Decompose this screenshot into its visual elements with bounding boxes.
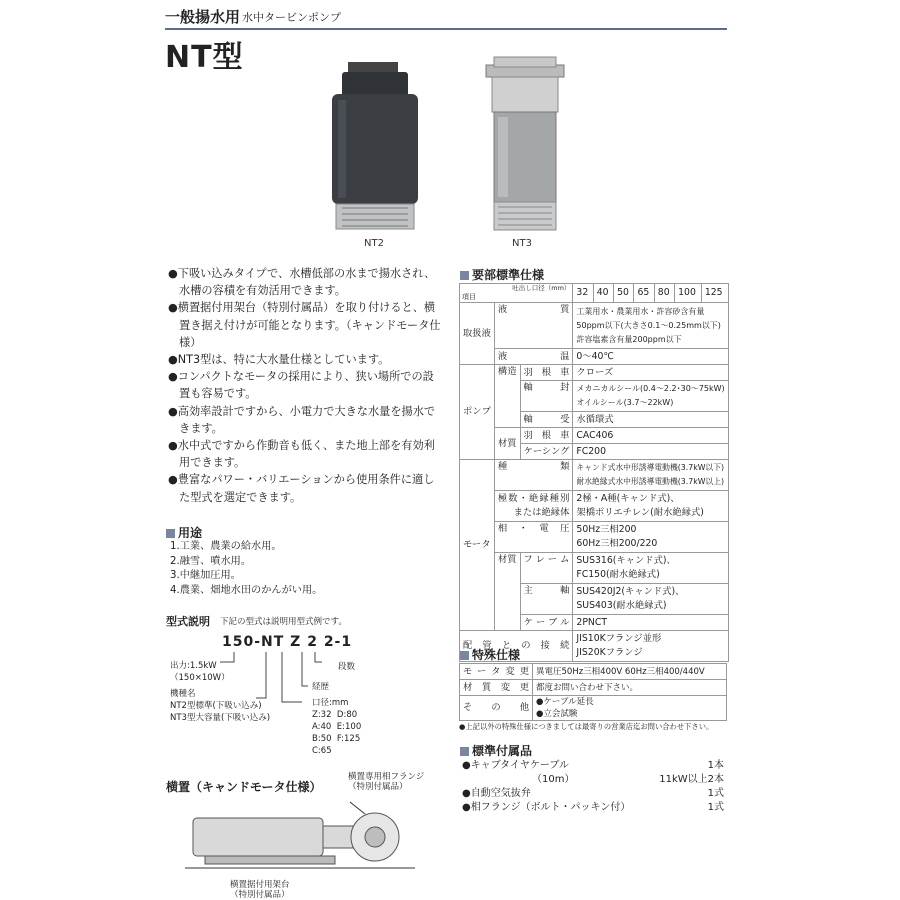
spec-title: 要部標準仕様 [460, 266, 544, 283]
usage-item: 4.農業、畑地水田のかんがい用。 [170, 584, 323, 596]
horizontal-install-drawing [185, 790, 415, 880]
feature-item: ●高効率設計ですから、小電力で大きな水量を揚水できます。 [168, 404, 436, 435]
feature-item: ●豊富なパワー・バリエーションから使用条件に適した型式を選定できます。 [168, 473, 435, 504]
accessory-row: ●キャブタイヤケーブル 1本 [462, 760, 724, 771]
model-explain-note: 下記の型式は説明用型式例です。 [220, 617, 347, 627]
feature-list [168, 265, 443, 506]
feature-item: ●下吸い込みタイプで、水槽低部の水まで揚水され、水槽の容積を有効活用できます。 [168, 267, 436, 298]
spec-table: 吐出し口径（mm） 項目 32 40 50 65 80 100 125 取扱液 液質 工業用水・農業用水・許容砂含有量 50ppm以下(大きさ0.1～0.25mm以下) 許容塩素含有量200ppm以下 液温 0～40℃ ポンプ 構造 羽根車 クローズ 軸封 メカニカルシール(0.4～2.2･30～75kW) オイルシール(3.7～22kW) 軸受 水循環式 材質 羽根車 CAC406 ケーシング FC200 モータ 種類 キャンド式水中形誘導電動機(3.7kW以下) 耐水絶縁式水中形誘導電動機(3.7kW以上) 極数・絶縁種別 または絶縁体 2極・A種(キャンド式)、 架橋ポリエチレン(耐水絶縁式) 相・電圧 50Hz三相200 60Hz三相200/220 材質 フレーム SUS316(キャンド式)、 FC150(耐水絶縁式) 主軸 SUS420J2(キャンド式)、 SUS403(耐水絶縁式) ケーブル 2PNCT 配管との接続 JIS10Kフランジ並形 JIS20Kフランジ [459, 283, 729, 662]
model-output: 出力:1.5kW （150×10W） [170, 661, 230, 683]
accessory-row: （10m） 11kW以上2本 [532, 774, 724, 785]
feature-item: ●水中式ですから作動音も低く、また地上部を有効利用できます。 [168, 439, 435, 470]
accessories-title: 標準付属品 [460, 742, 532, 759]
model-code: 150-NT Z 2 2-1 [222, 634, 353, 650]
special-title: 特殊仕様 [460, 646, 520, 663]
feature-item: ●コンパクトなモータの採用により、狭い場所での設置も容易です。 [168, 370, 434, 401]
special-note: ●上記以外の特殊仕様につきましては最寄りの営業店迄お問い合わせ下さい。 [459, 722, 714, 731]
model-bore: 口径:mm Z:32 D:80 A:40 E:100 B:50 F:125 C:65 [312, 698, 362, 756]
usage-list [170, 540, 322, 598]
usage-item: 3.中継加圧用。 [170, 570, 241, 581]
stand-label: 横置据付用架台 （特別付属品） [230, 880, 290, 900]
nt2-pump-image [320, 60, 430, 235]
feature-item: ●NT3型は、特に大水量仕様としています。 [168, 353, 390, 367]
page-title: NT型 [165, 40, 244, 75]
flange-label: 横置専用相フランジ （特別付属品） [348, 772, 425, 792]
accessory-row: ●相フランジ（ボルト・パッキン付） 1式 [462, 802, 724, 813]
nt3-pump-image [480, 55, 570, 235]
horizontal-title: 横置（キャンドモータ仕様） [166, 780, 322, 794]
accessory-row: ●自動空気抜弁 1式 [462, 788, 724, 799]
nt3-caption: NT3 [512, 238, 532, 249]
usage-item: 1.工業、農業の給水用。 [170, 541, 282, 552]
usage-item: 2.融雪、噴水用。 [170, 555, 252, 567]
special-table: モータ変更 異電圧50Hz三相400V 60Hz三相400/440V 材質変更 都度お問い合わせ下さい。 その他 ●ケーブル延長 ●立会試験 [459, 663, 727, 721]
model-kind: 機種名 NT2型標準(下吸い込み) NT3型大容量(下吸い込み) [170, 689, 271, 723]
feature-item: ●横置据付用架台（特別付属品）を取り付けると、横置き据え付けが可能となります。（キャンドモータ仕様） [168, 301, 441, 349]
model-stage: 段数 [338, 662, 356, 672]
header-subtitle: 水中タービンポンプ [242, 11, 341, 24]
nt2-caption: NT2 [364, 238, 384, 249]
header-category: 一般揚水用 [165, 8, 241, 26]
header-rule [165, 28, 727, 30]
accessories-list [462, 759, 724, 815]
model-history: 経歴 [312, 682, 330, 692]
spec-header-cell: 吐出し口径（mm） 項目 [460, 284, 573, 303]
usage-title: 用途 [166, 524, 202, 541]
model-explain-title: 型式説明 [166, 615, 210, 628]
